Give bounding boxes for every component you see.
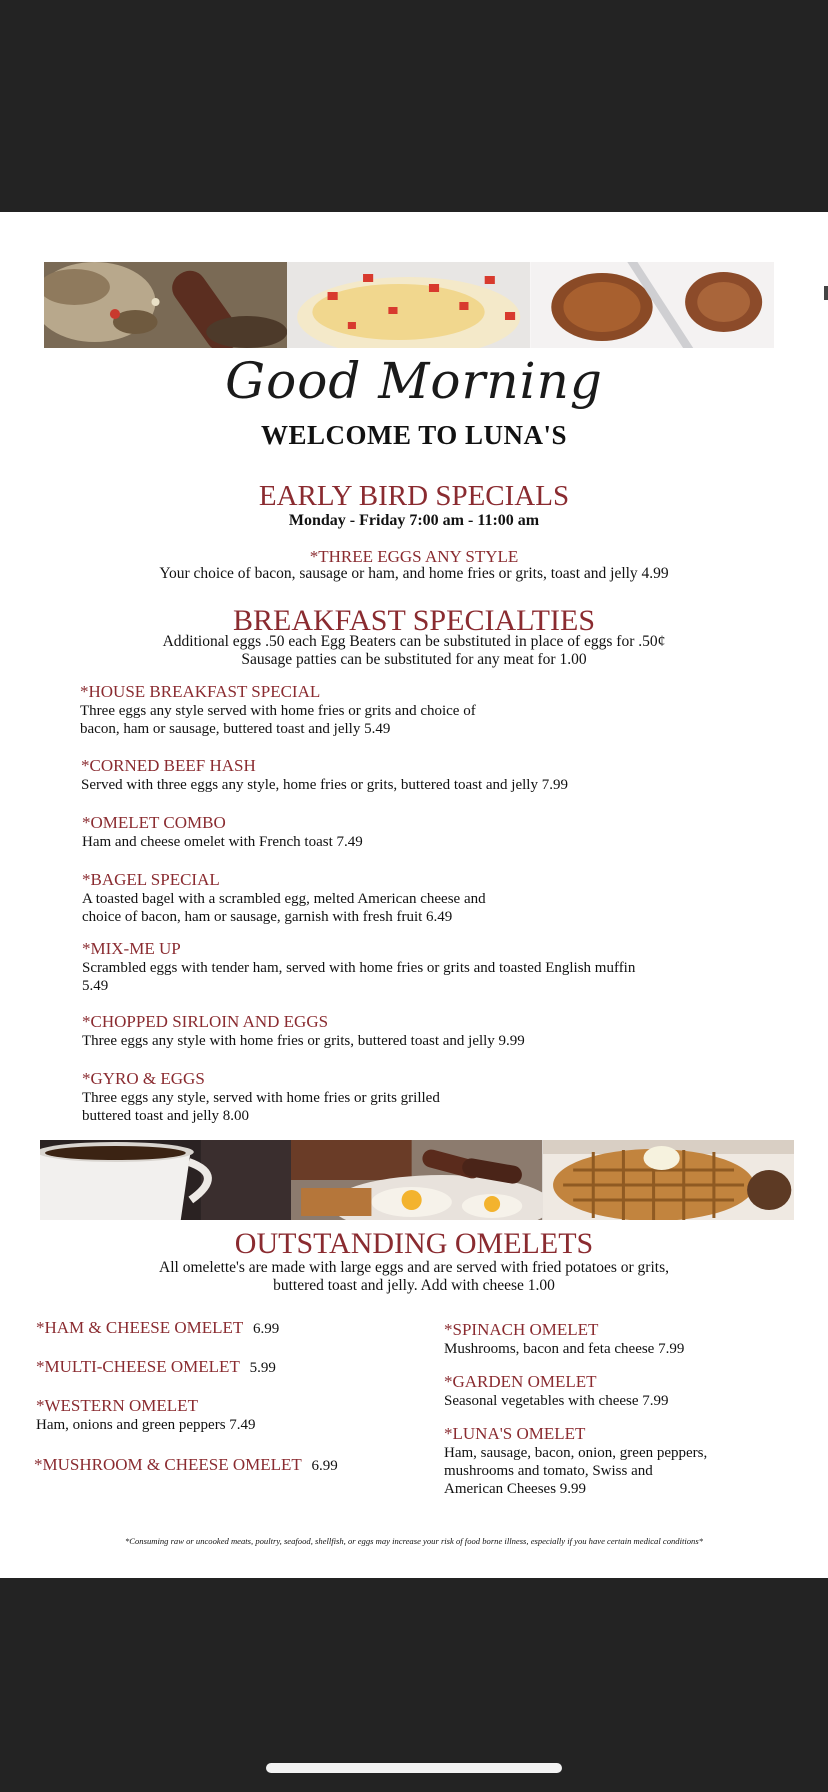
three-eggs-desc: Your choice of bacon, sausage or ham, and home fries or grits, toast and jelly 4.99 bbox=[159, 565, 669, 582]
omelet-lunas bbox=[444, 1424, 707, 1498]
omelet-western bbox=[36, 1396, 256, 1434]
note-line: Additional eggs .50 each Egg Beaters can be substituted in place of eggs for .50¢ bbox=[162, 633, 666, 650]
item-title: *HAM & CHEESE OMELET bbox=[36, 1318, 244, 1337]
item-title: *GYRO & EGGS bbox=[82, 1069, 205, 1088]
item-desc: Ham, sausage, bacon, onion, green peppers, bbox=[444, 1445, 708, 1461]
photo-eggs-sausage bbox=[291, 1140, 542, 1220]
item-desc: Ham, onions and green peppers 7.49 bbox=[36, 1417, 256, 1433]
item-title: *BAGEL SPECIAL bbox=[82, 870, 220, 889]
item-title: *CORNED BEEF HASH bbox=[81, 756, 256, 775]
breakfast-substitution-note bbox=[0, 633, 828, 669]
good-morning-title: Good Morning bbox=[225, 352, 603, 410]
menu-item-house-breakfast bbox=[80, 682, 476, 738]
item-desc: Seasonal vegetables with cheese 7.99 bbox=[444, 1393, 669, 1409]
menu-item-chopped-sirloin bbox=[82, 1012, 525, 1050]
photo-croissants bbox=[531, 262, 774, 348]
breakfast-specialties-heading: BREAKFAST SPECIALTIES bbox=[232, 604, 596, 637]
menu-item-omelet-combo bbox=[82, 813, 363, 851]
item-title: *HOUSE BREAKFAST SPECIAL bbox=[80, 682, 321, 701]
item-title: *LUNA'S OMELET bbox=[444, 1424, 586, 1443]
three-eggs-title: *THREE EGGS ANY STYLE bbox=[309, 547, 519, 566]
item-title: *SPINACH OMELET bbox=[444, 1320, 599, 1339]
item-title: *GARDEN OMELET bbox=[444, 1372, 597, 1391]
item-desc: mushrooms and tomato, Swiss and bbox=[444, 1463, 653, 1479]
item-price: 5.99 bbox=[249, 1360, 276, 1376]
photo-omelet bbox=[287, 262, 530, 348]
item-desc: Mushrooms, bacon and feta cheese 7.99 bbox=[444, 1341, 685, 1357]
item-title: *MIX-ME UP bbox=[82, 939, 181, 958]
photo-sausage-plate bbox=[44, 262, 287, 348]
menu-page bbox=[0, 212, 828, 1578]
top-dark-area bbox=[0, 0, 828, 212]
omelet-mushroom-cheese bbox=[34, 1455, 338, 1475]
bottom-dark-area bbox=[0, 1578, 828, 1792]
early-bird-heading: EARLY BIRD SPECIALS bbox=[258, 480, 570, 512]
note-line: All omelette's are made with large eggs and are served with fried potatoes or grits, bbox=[159, 1259, 669, 1276]
note-line: buttered toast and jelly. Add with cheese 1.00 bbox=[273, 1277, 555, 1294]
photo-coffee-cup bbox=[40, 1140, 291, 1220]
menu-item-corned-beef-hash bbox=[81, 756, 568, 794]
food-safety-disclaimer: *Consuming raw or uncooked meats, poultry, seafood, shellfish, or eggs may increase your risk of food borne illness, especially if you have certain medical conditions* bbox=[124, 1536, 703, 1546]
menu-item-bagel-special bbox=[82, 870, 486, 926]
outstanding-omelets-heading: OUTSTANDING OMELETS bbox=[234, 1227, 594, 1260]
breakfast-photo-strip-top bbox=[44, 262, 774, 348]
item-title: *OMELET COMBO bbox=[82, 813, 226, 832]
note-line: Sausage patties can be substituted for any meat for 1.00 bbox=[241, 651, 587, 668]
omelets-note bbox=[0, 1259, 828, 1295]
item-desc: choice of bacon, ham or sausage, garnish with fresh fruit 6.49 bbox=[82, 909, 453, 925]
item-desc: Three eggs any style, served with home fries or grits grilled bbox=[82, 1090, 440, 1106]
item-title: *WESTERN OMELET bbox=[36, 1396, 198, 1415]
item-title: *MUSHROOM & CHEESE OMELET bbox=[34, 1455, 302, 1474]
omelet-garden bbox=[444, 1372, 669, 1410]
photo-waffle bbox=[543, 1140, 794, 1220]
welcome-heading: WELCOME TO LUNA'S bbox=[260, 420, 568, 450]
item-desc: Three eggs any style served with home fries or grits and choice of bbox=[80, 703, 476, 719]
item-price: 6.99 bbox=[253, 1321, 280, 1337]
page-edge-mark bbox=[824, 286, 828, 300]
item-desc: 5.49 bbox=[82, 978, 109, 994]
item-price: 6.99 bbox=[311, 1458, 338, 1474]
item-desc: buttered toast and jelly 8.00 bbox=[82, 1108, 250, 1124]
menu-item-gyro-eggs bbox=[82, 1069, 440, 1125]
early-bird-hours: Monday - Friday 7:00 am - 11:00 am bbox=[288, 512, 540, 529]
item-desc: Ham and cheese omelet with French toast 7.49 bbox=[82, 834, 363, 850]
item-desc: Served with three eggs any style, home fries or grits, buttered toast and jelly 7.99 bbox=[81, 777, 568, 793]
omelet-ham-cheese bbox=[36, 1318, 279, 1338]
omelet-spinach bbox=[444, 1320, 684, 1358]
breakfast-photo-strip-middle bbox=[40, 1140, 794, 1220]
item-title: *MULTI-CHEESE OMELET bbox=[36, 1357, 240, 1376]
home-indicator[interactable] bbox=[266, 1763, 562, 1773]
item-desc: A toasted bagel with a scrambled egg, melted American cheese and bbox=[82, 891, 486, 907]
item-desc: bacon, ham or sausage, buttered toast and jelly 5.49 bbox=[80, 721, 391, 737]
item-desc: Three eggs any style with home fries or grits, buttered toast and jelly 9.99 bbox=[82, 1033, 525, 1049]
item-desc: Scrambled eggs with tender ham, served with home fries or grits and toasted English muffin bbox=[82, 960, 636, 976]
menu-item-mix-me-up bbox=[82, 939, 635, 995]
item-desc: American Cheeses 9.99 bbox=[444, 1481, 587, 1497]
omelet-multi-cheese bbox=[36, 1357, 276, 1377]
item-title: *CHOPPED SIRLOIN AND EGGS bbox=[82, 1012, 329, 1031]
